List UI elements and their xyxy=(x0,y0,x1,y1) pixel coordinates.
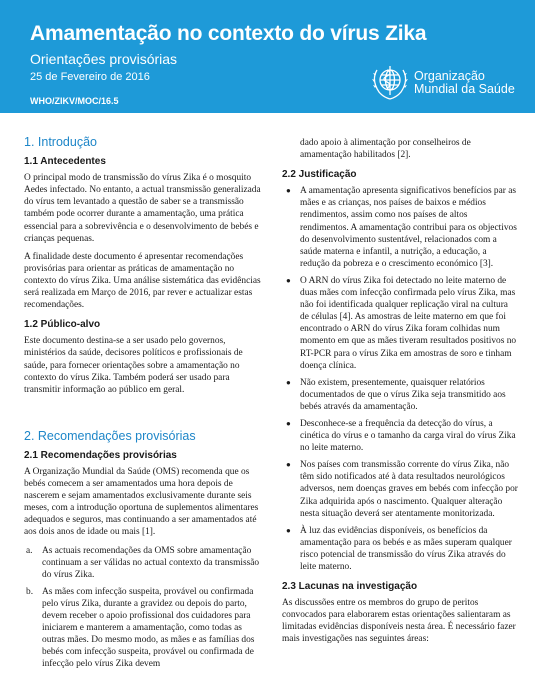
list-item-marker: b. xyxy=(26,586,34,597)
section-2-2-heading: 2.2 Justificação xyxy=(282,169,357,181)
list-item-text: Não existem, presentemente, quaisquer relatórios documentados de que o vírus Zika seja transmitido aos bebés através da amamentação. xyxy=(300,377,506,412)
section-1-1-paragraph-2: A finalidade deste documento é apresentar recomendações provisórias para orientar as práticas de amamentação no contexto do vírus Zika. Uma análise sistemática das evidências será realizada em Março de 2016, par rever e actualizar estas recomendações. xyxy=(24,251,261,311)
bullet-icon: ● xyxy=(286,275,291,285)
document-header xyxy=(0,0,535,113)
section-2-3-paragraph: As discussões entre os membros do grupo de peritos convocados para elaborarem estas orientações salientaram as limitadas evidências disponíveis nesta área. É necessário fazer mais investigações nas seguintes áreas: xyxy=(282,598,516,645)
bullet-icon: ● xyxy=(286,525,291,535)
list-item xyxy=(24,545,264,581)
section-1-heading: 1. Introdução xyxy=(24,135,97,149)
list-item xyxy=(282,459,518,519)
organization-name-line2: Mundial da Saúde xyxy=(414,82,515,96)
section-2-3-heading: 2.3 Lacunas na investigação xyxy=(282,581,418,593)
list-item xyxy=(282,185,518,270)
list-item-marker: a. xyxy=(26,545,33,556)
section-1-2-heading: 1.2 Público-alvo xyxy=(24,319,101,331)
list-item xyxy=(282,525,518,573)
list-item xyxy=(282,275,518,372)
list-item xyxy=(282,377,518,413)
list-item-text: À luz das evidências disponíveis, os benefícios da amamentação para os bebés e as mães superam qualquer risco potencial de transmissão do vírus Zika através do leite materno. xyxy=(300,525,512,572)
section-2-heading: 2. Recomendações provisórias xyxy=(24,428,196,443)
organization-name xyxy=(414,70,515,96)
recommendation-list xyxy=(24,545,264,671)
section-2-1-paragraph: A Organização Mundial da Saúde (OMS) recomenda que os bebés comecem a ser amamentados uma hora depois de nascerem e sejam amamentados exclusivamente durante seis meses, com a introdução oportuna de suplementos alimentares adequados e seguros, mas continuando a ser amamentados até aos dois anos de idade ou mais [1]. xyxy=(24,466,259,538)
organization-name-line1: Organização xyxy=(414,69,485,83)
section-1-1-heading: 1.1 Antecedentes xyxy=(24,156,106,168)
document-date: 25 de Fevereiro de 2016 xyxy=(30,71,150,83)
list-item-text: Nos países com transmissão corrente do vírus Zika, não têm sido notificados até à data resultados neurológicos adversos, nem doenças graves em bebés com infecção por Zika adquirida após o nascimento. Qualquer alteração nesta situação deverá ser atentamente monitorizada. xyxy=(300,460,518,519)
bullet-icon: ● xyxy=(286,377,291,387)
list-item-continuation: dado apoio à alimentação por conselheiros de amamentação habilitados [2]. xyxy=(300,138,471,161)
list-item xyxy=(24,586,264,671)
section-1-1-paragraph-1: O principal modo de transmissão do vírus Zika é o mosquito Aedes infectado. No entanto, a actual transmissão generalizada do vírus tem levantado a questão de saber se a transmissão também pode ocorrer durante a amamentação, uma prática essencial para a sobrevivência e o desenvolvimento de bebés e crianças pequenas. xyxy=(24,173,261,244)
list-item-text: O ARN do vírus Zika foi detectado no leite materno de duas mães com infecção confirmada pelo vírus Zika, mas não foi identificada qualquer replicação viral na cultura de células [4]. As amostras de leite materno em que foi encontrado o ARN do vírus Zika foram colhidas num momento em que as mães tiveram resultados positivos no RT-PCR para o vírus Zika em amostras de soro e tinham doença clínica. xyxy=(300,275,517,371)
document-subtitle: Orientações provisórias xyxy=(30,51,178,67)
list-item-text: As mães com infecção suspeita, provável ou confirmada pelo vírus Zika, durante a gravidez ou depois do parto, devem receber o apoio profissional dos cuidadores para iniciarem e manterem a amamentação, como todas as outras mães. Do mesmo modo, as mães e as famílias dos bebés com infecção suspeita, provável ou confirmada de infecção pelo vírus Zika devem xyxy=(42,586,255,670)
who-emblem-icon xyxy=(368,62,412,102)
right-column xyxy=(282,137,518,652)
list-item xyxy=(282,418,518,454)
list-item-text: As actuais recomendações da OMS sobre amamentação continuam a ser válidas no actual contexto da transmissão do vírus Zika. xyxy=(42,545,260,580)
section-2-1-heading: 2.1 Recomendações provisórias xyxy=(24,449,177,461)
left-column xyxy=(24,124,264,676)
bullet-icon: ● xyxy=(286,186,291,196)
bullet-icon: ● xyxy=(286,460,291,470)
section-1-2-paragraph: Este documento destina-se a ser usado pelo governos, ministérios da saúde, decisores políticos e profissionais de saúde, para fornecer orientações sobre a amamentação no contexto do vírus Zika. Também poderá ser usado para transmitir informação ao público em geral. xyxy=(24,336,243,395)
list-item-text: A amamentação apresenta significativos benefícios par as mães e as crianças, nos países de baixos e médios rendimentos, assim como nos países de altos rendimentos. A amamentação contribui para os objectivos do desenvolvimento sustentável, relacionados com a saúde materna e infantil, a nutrição, a educação, a redução da pobreza e o crescimento económico [3]. xyxy=(300,186,517,269)
document-code: WHO/ZIKV/MOC/16.5 xyxy=(30,96,119,106)
document-title: Amamentação no contexto do vírus Zika xyxy=(30,22,427,45)
list-item-text: Desconhece-se a frequência da detecção do vírus, a cinética do vírus e o tamanho da carga viral do vírus Zika no leite materno. xyxy=(300,418,516,454)
justification-list xyxy=(282,185,518,573)
bullet-icon: ● xyxy=(286,418,291,428)
